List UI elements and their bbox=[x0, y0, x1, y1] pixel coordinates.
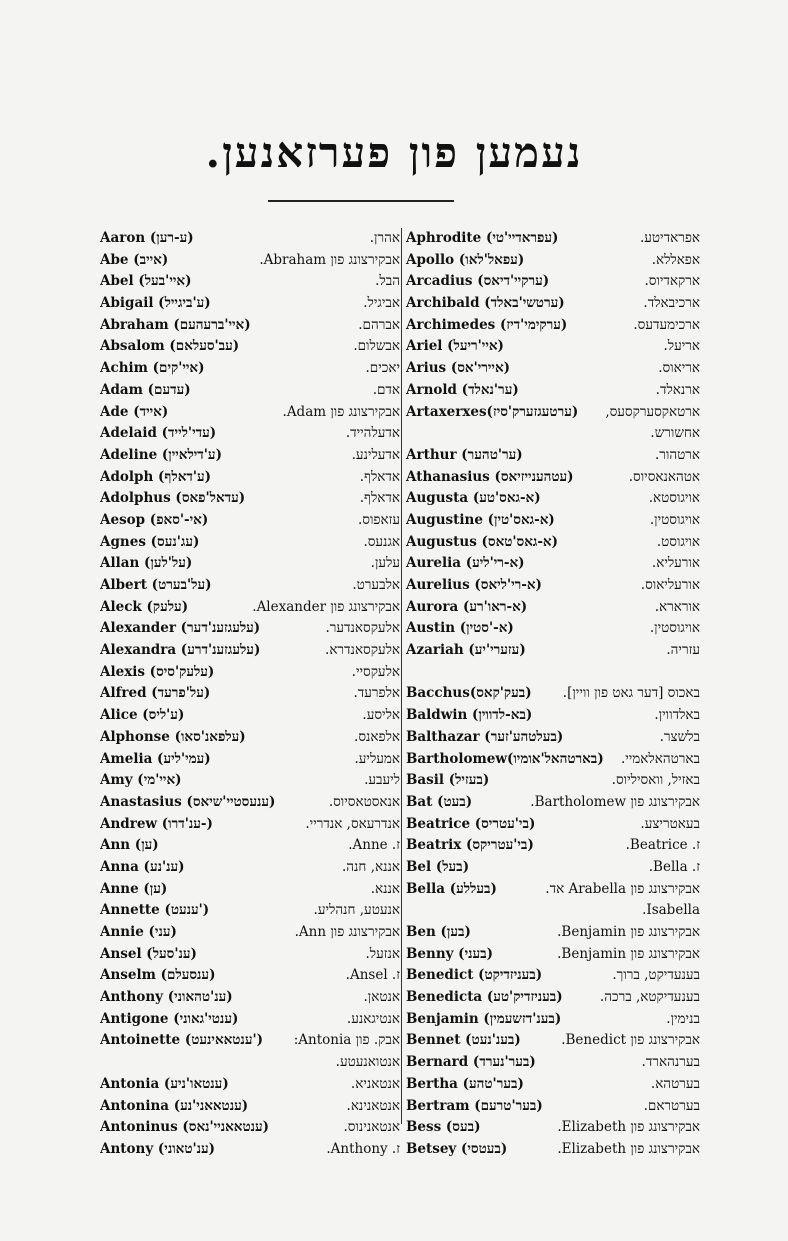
yiddish-name: אטהאנאסיוס. bbox=[628, 468, 700, 485]
name-entry bbox=[404, 1009, 700, 1031]
yiddish-name: בלשצר. bbox=[659, 728, 700, 745]
name-entry bbox=[404, 271, 700, 293]
english-name: Artaxerxes(ערטעגזערק'סיז) bbox=[406, 403, 579, 420]
name-entry bbox=[404, 293, 700, 315]
yiddish-name: ארקאדיוס. bbox=[644, 273, 700, 290]
name-entry bbox=[404, 965, 700, 987]
name-entry bbox=[100, 987, 400, 1009]
yiddish-name: אבקירצונג פון Elizabeth. bbox=[557, 1140, 700, 1157]
english-name: Anna (ענ'נע) bbox=[100, 858, 185, 875]
english-name: Benedicta (בעניזדיק'טע) bbox=[406, 989, 563, 1006]
english-name: Adolph (ע'דאלף) bbox=[100, 468, 212, 485]
name-entry bbox=[404, 575, 700, 597]
name-entry bbox=[100, 814, 400, 836]
yiddish-name: אלעקסאנדרא. bbox=[325, 642, 400, 659]
yiddish-name: אבקירצונג פון Bartholomew. bbox=[530, 793, 700, 810]
english-name: Ariel (איי'ריעל) bbox=[406, 338, 504, 355]
english-name: Adeline (ע'דילאיין) bbox=[100, 446, 222, 463]
name-entry bbox=[404, 922, 700, 944]
yiddish-name: אלפאנס. bbox=[354, 728, 400, 745]
yiddish-name: אננא. bbox=[370, 880, 400, 897]
english-name: Adelaid (עדי'לייד) bbox=[100, 425, 217, 442]
name-entry bbox=[404, 336, 700, 358]
english-name: Abel (איי'בעל) bbox=[100, 273, 192, 290]
name-entry bbox=[404, 770, 700, 792]
english-name: Anne (ען) bbox=[100, 880, 168, 897]
name-entry bbox=[404, 792, 700, 814]
name-entry bbox=[100, 835, 400, 857]
english-name: Balthazar (בעלטהע'זער) bbox=[406, 728, 564, 745]
name-entry bbox=[404, 987, 700, 1009]
english-name: Andrew (ענ'דרו-) bbox=[100, 815, 213, 832]
yiddish-name: אנטואנעטע. bbox=[335, 1054, 400, 1071]
name-entry bbox=[100, 705, 400, 727]
name-entry bbox=[100, 1139, 400, 1161]
english-name: Aurora (א-ראו'רע) bbox=[406, 598, 528, 615]
english-name: Antony (ענ'טאוני) bbox=[100, 1140, 216, 1157]
yiddish-name: באלדווין. bbox=[654, 707, 700, 724]
yiddish-name: אפאללא. bbox=[651, 251, 700, 268]
yiddish-name: ארנאלד. bbox=[655, 381, 700, 398]
name-entry bbox=[100, 445, 400, 467]
english-name: Alexander (עלעגזענ'דער) bbox=[100, 620, 261, 637]
column-divider bbox=[401, 228, 402, 1124]
name-entry bbox=[100, 879, 400, 901]
name-entry bbox=[100, 1117, 400, 1139]
yiddish-name: בערטהא. bbox=[650, 1075, 700, 1092]
yiddish-name: Isabella. bbox=[642, 902, 700, 919]
name-entry bbox=[100, 770, 400, 792]
name-entry bbox=[404, 662, 700, 684]
yiddish-name: ז. Ansel. bbox=[345, 967, 400, 984]
name-entry bbox=[404, 835, 700, 857]
yiddish-name: ארכימעדעס. bbox=[633, 316, 700, 333]
yiddish-name: יאכים. bbox=[365, 360, 400, 377]
english-name: Antonina (ענטאאני'נע) bbox=[100, 1097, 249, 1114]
title-rule bbox=[268, 200, 454, 202]
yiddish-name: עלען. bbox=[370, 555, 400, 572]
english-name: Adam (עדעם) bbox=[100, 381, 191, 398]
english-name: Arcadius (ערקיי'דיאס) bbox=[406, 273, 550, 290]
name-entry bbox=[404, 532, 700, 554]
name-entry bbox=[404, 900, 700, 922]
name-entry bbox=[100, 358, 400, 380]
name-entry bbox=[100, 467, 400, 489]
english-name: Annie (עני) bbox=[100, 924, 177, 940]
yiddish-name: אורארא. bbox=[654, 598, 700, 615]
name-entry bbox=[100, 553, 400, 575]
yiddish-name: אדאלף. bbox=[359, 468, 400, 485]
english-name: Anthony (ענ'טהאוני) bbox=[100, 989, 233, 1006]
name-entry bbox=[100, 510, 400, 532]
name-entry bbox=[404, 553, 700, 575]
name-entry bbox=[404, 510, 700, 532]
yiddish-name: אורעליאוס. bbox=[640, 577, 700, 593]
name-entry bbox=[100, 662, 400, 684]
yiddish-name: בארטהאלאמיי. bbox=[620, 750, 700, 767]
english-name: Bertha (בער'טהע) bbox=[406, 1075, 524, 1092]
name-entry bbox=[404, 683, 700, 705]
name-entry bbox=[404, 705, 700, 727]
yiddish-name: עזריה. bbox=[666, 642, 700, 659]
name-entry bbox=[404, 358, 700, 380]
name-entry bbox=[100, 488, 400, 510]
yiddish-name: אנעטע, חנהליע. bbox=[313, 902, 400, 919]
name-entry bbox=[404, 640, 700, 662]
yiddish-name: אננא, חנה. bbox=[341, 858, 400, 875]
yiddish-name: אבקירצונג פון Benjamin. bbox=[557, 924, 700, 940]
english-name: Beatrice (בי'עטריס) bbox=[406, 815, 536, 832]
yiddish-name: אהרן. bbox=[369, 230, 400, 246]
english-name: Ben (בען) bbox=[406, 924, 471, 940]
name-entry bbox=[404, 1139, 700, 1161]
yiddish-name: אנאסטאסיוס. bbox=[328, 793, 400, 810]
english-name: Abe (אייב) bbox=[100, 251, 169, 268]
english-name: Adolphus (עדאל'פאס) bbox=[100, 490, 246, 507]
english-name: Apollo (עפאל'לאו) bbox=[406, 251, 525, 268]
name-entry bbox=[404, 597, 700, 619]
yiddish-name: אבקירצונג פון Arabella אד. bbox=[545, 880, 700, 897]
yiddish-name: אבקירצונג פון Adam. bbox=[282, 403, 400, 420]
name-entry bbox=[100, 336, 400, 358]
yiddish-name: ז. Anthony. bbox=[326, 1140, 400, 1157]
yiddish-name: אבקירצונג פון Alexander. bbox=[252, 598, 400, 615]
yiddish-name: עזאפוס. bbox=[357, 511, 400, 528]
name-entry bbox=[404, 467, 700, 489]
english-name: Amy (איי'מי) bbox=[100, 772, 182, 789]
english-name: Arius (איירי'אס) bbox=[406, 360, 511, 377]
name-entry bbox=[100, 315, 400, 337]
yiddish-name: ז. Beatrice. bbox=[625, 837, 700, 854]
english-name: Bella (בעללע) bbox=[406, 880, 497, 897]
yiddish-name: אדעלינע. bbox=[351, 446, 400, 463]
english-name: Betsey (בעטסי) bbox=[406, 1140, 508, 1157]
yiddish-name: אלעקסאנדער. bbox=[325, 620, 400, 637]
english-name: Arnold (ער'נאלד) bbox=[406, 381, 519, 398]
name-entry bbox=[404, 315, 700, 337]
name-entry bbox=[404, 1074, 700, 1096]
name-entry bbox=[404, 857, 700, 879]
yiddish-name: אדעלהייד. bbox=[345, 425, 400, 442]
name-entry bbox=[100, 727, 400, 749]
yiddish-name: אנטאנינוס. bbox=[343, 1119, 400, 1136]
yiddish-name: ארטאקסערקסעס, bbox=[605, 403, 700, 420]
name-entry bbox=[100, 965, 400, 987]
name-entry bbox=[404, 380, 700, 402]
name-entry bbox=[404, 1030, 700, 1052]
english-name: Beatrix (בי'עטריקס) bbox=[406, 837, 534, 854]
name-entry bbox=[100, 944, 400, 966]
yiddish-name: אויגוסטא. bbox=[648, 490, 700, 507]
name-entry bbox=[100, 1096, 400, 1118]
yiddish-name: באכוס [דער גאט פון וויין]. bbox=[562, 685, 700, 702]
name-entry bbox=[404, 488, 700, 510]
yiddish-name: אבקירצונג פון Benjamin. bbox=[557, 945, 700, 962]
english-name: Alfred (על'פרעד) bbox=[100, 685, 211, 702]
english-name: Alexis (עלעק'סיס) bbox=[100, 663, 215, 680]
english-name: Absalom (עב'סעלאם) bbox=[100, 338, 240, 355]
name-entry bbox=[100, 402, 400, 424]
english-name: Amelia (עמי'ליע) bbox=[100, 750, 211, 767]
yiddish-name: אנטאנינא. bbox=[346, 1097, 400, 1114]
name-entry bbox=[100, 792, 400, 814]
yiddish-name: אחשורש. bbox=[650, 425, 700, 442]
name-entry bbox=[100, 640, 400, 662]
yiddish-name: ארטהור. bbox=[654, 446, 700, 463]
yiddish-name: אורעליא. bbox=[651, 555, 700, 572]
name-entry bbox=[100, 749, 400, 771]
name-entry bbox=[100, 857, 400, 879]
yiddish-name: אבקירצונג פון Ann. bbox=[294, 924, 400, 940]
english-name: Allan (על'לען) bbox=[100, 555, 193, 572]
yiddish-name: ז. Bella. bbox=[648, 858, 700, 875]
yiddish-name: אנטאן. bbox=[363, 989, 400, 1006]
yiddish-name: אנזעל. bbox=[365, 945, 400, 962]
yiddish-name: אלעקסיי. bbox=[351, 663, 400, 680]
yiddish-name: אבשלום. bbox=[353, 338, 400, 355]
english-name: Abigail (ע'ביגייל) bbox=[100, 295, 211, 312]
english-name: Augustine (א-גאס'טין) bbox=[406, 511, 555, 528]
yiddish-name: אליסע. bbox=[362, 707, 400, 724]
english-name: Antigone (ענטי'גאוני) bbox=[100, 1010, 239, 1027]
name-entry bbox=[100, 618, 400, 640]
english-name: Azariah (עזערי'יע) bbox=[406, 642, 526, 659]
english-name: Aphrodite (עפראדיי'טי) bbox=[406, 230, 559, 246]
english-name: Bess (בעס) bbox=[406, 1119, 481, 1136]
english-name: Austin (א-'סטין) bbox=[406, 620, 514, 637]
yiddish-name: אדם. bbox=[372, 381, 400, 398]
english-name: Augustus (א-גאס'טאס) bbox=[406, 533, 558, 550]
yiddish-name: אלפרעד. bbox=[353, 685, 400, 702]
name-entry bbox=[100, 922, 400, 944]
name-entry bbox=[404, 1117, 700, 1139]
name-entry bbox=[100, 575, 400, 597]
english-name: Augusta (א-גאס'טע) bbox=[406, 490, 541, 507]
name-entry bbox=[100, 597, 400, 619]
name-entry bbox=[404, 228, 700, 250]
english-name: Bertram (בער'טרעם) bbox=[406, 1097, 543, 1114]
name-entry bbox=[404, 749, 700, 771]
yiddish-name: אבק. פון Antonia: bbox=[293, 1032, 400, 1049]
english-name: Benjamin (בענ'דזשעמין) bbox=[406, 1010, 562, 1027]
left-column bbox=[100, 228, 400, 1161]
english-name: Bel (בעל) bbox=[406, 858, 470, 875]
yiddish-name: אדאלף. bbox=[359, 490, 400, 507]
english-name: Bennet (בענ'נעט) bbox=[406, 1032, 521, 1049]
yiddish-name: בעאטריצע. bbox=[640, 815, 700, 832]
name-entry bbox=[100, 250, 400, 272]
yiddish-name: אנטאניא. bbox=[350, 1075, 400, 1092]
yiddish-name: אגנעס. bbox=[363, 533, 400, 550]
english-name: Archibald (ערטשי'באלד) bbox=[406, 295, 565, 312]
yiddish-name: אנדרעאס, אנדריי. bbox=[305, 815, 400, 832]
english-name: Aaron (ע-רען) bbox=[100, 230, 194, 246]
english-name: Baldwin (בא-לדווין) bbox=[406, 707, 533, 724]
name-entry bbox=[404, 814, 700, 836]
name-entry bbox=[100, 900, 400, 922]
english-name: Bartholomew(בארטהאל'אומיו) bbox=[406, 750, 604, 767]
name-entry bbox=[404, 250, 700, 272]
english-name: Aurelius (א-רי'ליאס) bbox=[406, 577, 542, 593]
english-name: Bernard (בער'נערד) bbox=[406, 1054, 536, 1071]
yiddish-name: אלבערט. bbox=[352, 577, 400, 593]
yiddish-name: אביגיל. bbox=[363, 295, 400, 312]
name-entry bbox=[100, 380, 400, 402]
yiddish-name: באזיל, וואסיליוס. bbox=[611, 772, 700, 789]
name-entry bbox=[100, 228, 400, 250]
english-name: Achim (איי'קים) bbox=[100, 360, 205, 377]
english-name: Ansel (ענ'סעל) bbox=[100, 945, 197, 962]
english-name: Basil (בעזיל) bbox=[406, 772, 490, 789]
name-entry bbox=[404, 423, 700, 445]
english-name: Arthur (ער'טהער) bbox=[406, 446, 523, 463]
yiddish-name: אברהם. bbox=[358, 316, 400, 333]
english-name: Aesop (אי-'סאפ) bbox=[100, 511, 209, 528]
name-entry bbox=[100, 271, 400, 293]
name-entry bbox=[100, 532, 400, 554]
yiddish-name: בנימין. bbox=[666, 1010, 700, 1027]
yiddish-name: אבקירצונג פון Elizabeth. bbox=[557, 1119, 700, 1136]
name-entry bbox=[404, 879, 700, 901]
english-name: Anastasius (ענעסטיי'שיאס) bbox=[100, 793, 276, 810]
yiddish-name: הבל. bbox=[375, 273, 400, 290]
name-entry bbox=[100, 1009, 400, 1031]
english-name: Benny (בעני) bbox=[406, 945, 494, 962]
english-name: Antonia (ענטאו'ניע) bbox=[100, 1075, 229, 1092]
page-title: נעמען פון פערזאנען. bbox=[205, 128, 583, 177]
yiddish-name: אויגוסטין. bbox=[649, 620, 700, 637]
yiddish-name: ז. Anne. bbox=[348, 837, 400, 854]
english-name: Antoninus (ענטאאניי'נאס) bbox=[100, 1119, 270, 1136]
yiddish-name: אריעל. bbox=[663, 338, 700, 355]
name-entry bbox=[404, 1096, 700, 1118]
english-name: Ade (אייד) bbox=[100, 403, 169, 420]
yiddish-name: אנטיגאנע. bbox=[346, 1010, 400, 1027]
english-name: Alice (ע'ליס) bbox=[100, 707, 185, 724]
yiddish-name: בערטראם. bbox=[643, 1097, 700, 1114]
english-name: Annette (ענעט') bbox=[100, 902, 210, 919]
name-entry bbox=[404, 727, 700, 749]
english-name: Alexandra (עלעגזענ'דרע) bbox=[100, 642, 261, 659]
english-name: Anselm (ענסעלם) bbox=[100, 967, 216, 984]
yiddish-name: בענעדיקטא, ברכה. bbox=[599, 989, 700, 1006]
name-entry bbox=[100, 293, 400, 315]
name-entry bbox=[404, 402, 700, 424]
name-entry bbox=[404, 618, 700, 640]
english-name: Bacchus(בעק'קאס) bbox=[406, 685, 532, 702]
yiddish-name: ארכיבאלד. bbox=[643, 295, 700, 312]
yiddish-name: אמעליע. bbox=[354, 750, 400, 767]
english-name: Aurelia (א-רי'ליע) bbox=[406, 555, 525, 572]
yiddish-name: אריאוס. bbox=[658, 360, 700, 377]
english-name: Abraham (איי'ברעהעם) bbox=[100, 316, 251, 333]
yiddish-name: אויגוסטין. bbox=[649, 511, 700, 528]
yiddish-name: בענעדיקט, ברוך. bbox=[612, 967, 700, 984]
yiddish-name: אבקירצונג פון Benedict. bbox=[561, 1032, 700, 1049]
english-name: Antoinette (ענטאאינעט') bbox=[100, 1032, 263, 1049]
right-column bbox=[404, 228, 700, 1161]
english-name: Albert (על'בערט) bbox=[100, 577, 212, 593]
name-entry bbox=[404, 944, 700, 966]
english-name: Bat (בעט) bbox=[406, 793, 473, 810]
english-name: Archimedes (ערקימי'דיז) bbox=[406, 316, 568, 333]
english-name: Ann (ען) bbox=[100, 837, 159, 854]
english-name: Aleck (עלעק) bbox=[100, 598, 189, 615]
name-entry bbox=[404, 445, 700, 467]
name-entry bbox=[404, 1052, 700, 1074]
name-entry bbox=[100, 1052, 400, 1074]
name-entry bbox=[100, 1030, 400, 1052]
name-entry bbox=[100, 423, 400, 445]
yiddish-name: אבקירצונג פון Abraham. bbox=[259, 251, 400, 268]
name-entry bbox=[100, 683, 400, 705]
yiddish-name: בערנהארד. bbox=[641, 1054, 700, 1071]
english-name: Athanasius (עטהענייזיאס) bbox=[406, 468, 574, 485]
english-name: Alphonse (עלפאנ'סאו) bbox=[100, 728, 246, 745]
yiddish-name: אויגוסט. bbox=[656, 533, 700, 550]
yiddish-name: אפראדיטע. bbox=[639, 230, 700, 246]
english-name: Benedict (בעניזדיקט) bbox=[406, 967, 543, 984]
name-entry bbox=[100, 1074, 400, 1096]
yiddish-name: ליעבע. bbox=[364, 772, 400, 789]
english-name: Agnes (עג'נעס) bbox=[100, 533, 200, 550]
